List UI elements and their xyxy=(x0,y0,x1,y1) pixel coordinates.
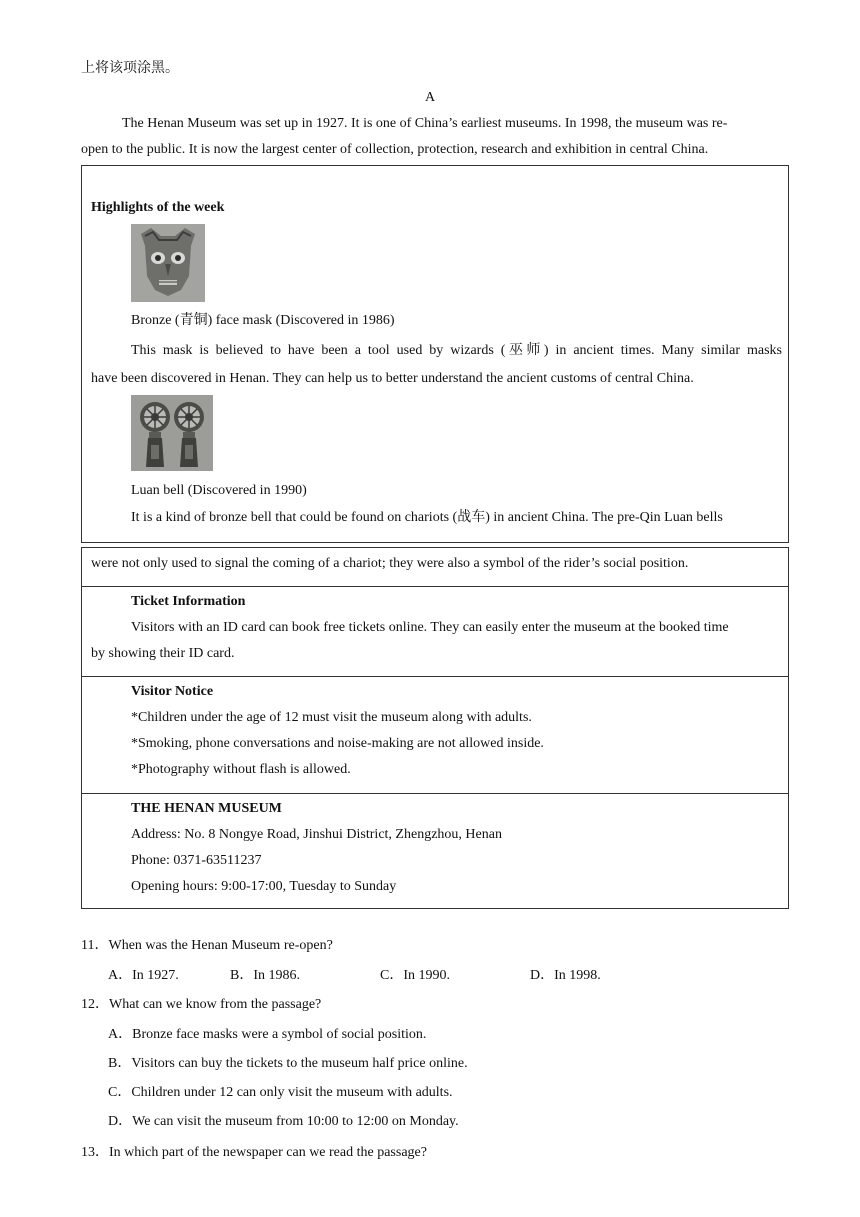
notice-title: Visitor Notice xyxy=(131,684,214,699)
question-number: 13． xyxy=(81,1145,109,1160)
question-number: 11． xyxy=(81,938,109,953)
option-b[interactable]: B．Visitors can buy the tickets to the museum half price online. xyxy=(108,1056,468,1071)
notice-item: *Children under the age of 12 must visit the museum along with adults. xyxy=(131,710,532,725)
mask-desc-line-1: This mask is believed to have been a tool used by wizards (巫师) in ancient times. Many similar masks xyxy=(131,343,782,358)
mask-caption: Bronze (青铜) face mask (Discovered in 1986) xyxy=(131,313,395,328)
question-text: What can we know from the passage? xyxy=(109,997,322,1012)
highlights-title: Highlights of the week xyxy=(91,200,225,215)
bell-desc-line-2: were not only used to signal the coming of a chariot; they were also a symbol of the rider’s social position. xyxy=(91,556,689,571)
divider xyxy=(82,676,788,677)
museum-phone: Phone: 0371-63511237 xyxy=(131,853,262,868)
museum-title: THE HENAN MUSEUM xyxy=(131,801,282,816)
question-12 xyxy=(81,995,321,1015)
option-c[interactable]: C．Children under 12 can only visit the museum with adults. xyxy=(108,1085,453,1100)
option-d[interactable]: D．We can visit the museum from 10:00 to 12:00 on Monday. xyxy=(108,1114,459,1129)
question-13 xyxy=(81,1143,427,1163)
notice-item: *Smoking, phone conversations and noise-making are not allowed inside. xyxy=(131,736,544,751)
intro-line-1: The Henan Museum was set up in 1927. It is one of China’s earliest museums. In 1998, the museum was re- xyxy=(122,116,728,131)
museum-address: Address: No. 8 Nongye Road, Jinshui District, Zhengzhou, Henan xyxy=(131,827,502,842)
intro-line-2: open to the public. It is now the largest center of collection, protection, research and exhibition in central China. xyxy=(81,142,709,157)
section-letter: A xyxy=(424,90,436,105)
option-c[interactable]: C．In 1990. xyxy=(380,968,450,983)
mask-desc-line-2: have been discovered in Henan. They can help us to better understand the ancient customs of central China. xyxy=(91,371,694,386)
option-b[interactable]: B．In 1986. xyxy=(230,968,300,983)
bronze-mask-image xyxy=(131,224,205,302)
question-text: In which part of the newspaper can we read the passage? xyxy=(109,1145,427,1160)
question-number: 12． xyxy=(81,997,109,1012)
museum-hours: Opening hours: 9:00-17:00, Tuesday to Sunday xyxy=(131,879,397,894)
divider xyxy=(82,793,788,794)
divider xyxy=(82,586,788,587)
highlights-box xyxy=(81,165,789,543)
bell-caption: Luan bell (Discovered in 1990) xyxy=(131,483,307,498)
question-text: When was the Henan Museum re-open? xyxy=(108,938,333,953)
ticket-title: Ticket Information xyxy=(131,594,246,609)
option-a[interactable]: A．Bronze face masks were a symbol of social position. xyxy=(108,1027,427,1042)
option-a[interactable]: A．In 1927. xyxy=(108,968,179,983)
notice-item: *Photography without flash is allowed. xyxy=(131,762,351,777)
ticket-line-2: by showing their ID card. xyxy=(91,646,235,661)
option-d[interactable]: D．In 1998. xyxy=(530,968,601,983)
info-box xyxy=(81,547,789,909)
bell-desc-line-1: It is a kind of bronze bell that could be found on chariots (战车) in ancient China. The pre-Qin Luan bells xyxy=(131,510,723,525)
luan-bell-image xyxy=(131,395,213,471)
instruction-tail: 上将该项涂黑。 xyxy=(81,61,179,76)
question-11 xyxy=(81,936,333,956)
ticket-line-1: Visitors with an ID card can book free tickets online. They can easily enter the museum at the booked time xyxy=(131,620,729,635)
